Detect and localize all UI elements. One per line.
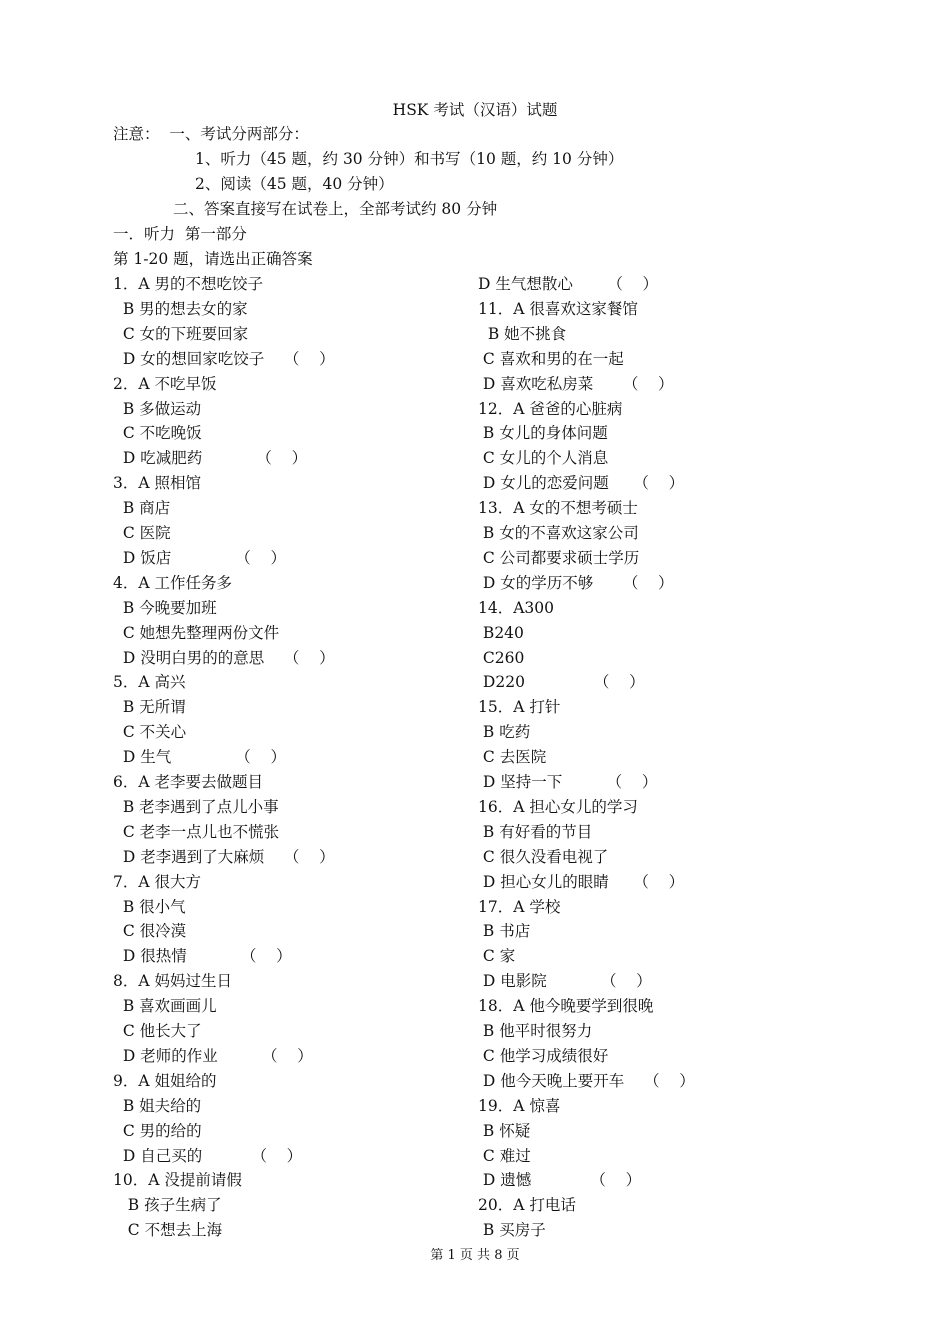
question-line: 3．A 照相馆 bbox=[113, 474, 201, 493]
question-line: 5．A 高兴 bbox=[113, 673, 186, 692]
question-line: 7．A 很大方 bbox=[113, 872, 201, 891]
question-line: C 老李一点儿也不慌张 bbox=[113, 822, 280, 841]
question-line: B 孩子生病了 bbox=[113, 1196, 222, 1215]
question-line: 20．A 打电话 bbox=[478, 1196, 576, 1215]
question-line: 9．A 姐姐给的 bbox=[113, 1071, 217, 1090]
question-line: D 女儿的恋爱问题 （ ） bbox=[478, 474, 685, 493]
instruction: 第 1-20 题，请选出正确答案 bbox=[113, 250, 313, 268]
question-line: D 很热情 （ ） bbox=[113, 947, 292, 966]
question-line: C 很久没看电视了 bbox=[478, 847, 609, 866]
question-line: B 姐夫给的 bbox=[113, 1096, 202, 1115]
question-line: 4．A 工作任务多 bbox=[113, 573, 232, 592]
question-line: C260 bbox=[478, 648, 525, 667]
question-line: C 女儿的个人消息 bbox=[478, 449, 609, 468]
question-line: 19．A 惊喜 bbox=[478, 1096, 561, 1115]
question-line: 11．A 很喜欢这家餐馆 bbox=[478, 299, 638, 318]
section-heading: 一．听力 第一部分 bbox=[113, 225, 247, 243]
question-line: B 女的不喜欢这家公司 bbox=[478, 524, 639, 542]
question-line: 8．A 妈妈过生日 bbox=[113, 972, 232, 991]
question-line: D 生气 （ ） bbox=[113, 748, 286, 767]
question-line: C 家 bbox=[478, 947, 516, 966]
note-answers: 二、答案直接写在试卷上，全部考试约 80 分钟 bbox=[173, 200, 498, 218]
question-line: C 他学习成绩很好 bbox=[478, 1046, 609, 1065]
question-line: 18．A 他今晚要学到很晚 bbox=[478, 997, 654, 1016]
question-line: B 她不挑食 bbox=[478, 324, 567, 343]
question-line: B 老李遇到了点儿小事 bbox=[113, 797, 279, 816]
question-line: C 不想去上海 bbox=[113, 1221, 223, 1240]
question-line: D220 （ ） bbox=[478, 673, 645, 692]
question-line: B 女儿的身体问题 bbox=[478, 424, 608, 443]
question-line: B240 bbox=[478, 623, 524, 642]
question-line: B 今晚要加班 bbox=[113, 598, 217, 617]
question-line: D 女的想回家吃饺子 （ ） bbox=[113, 349, 335, 368]
notes-heading: 注意： 一、考试分两部分： bbox=[113, 125, 309, 143]
question-line: C 不吃晚饭 bbox=[113, 424, 202, 443]
question-line: D 电影院 （ ） bbox=[478, 972, 652, 991]
question-line: 6．A 老李要去做题目 bbox=[113, 773, 263, 791]
question-line: 12．A 爸爸的心脏病 bbox=[478, 399, 623, 418]
page-footer: 第 1 页 共 8 页 bbox=[430, 1248, 520, 1263]
question-line: C 喜欢和男的在一起 bbox=[478, 349, 624, 368]
question-line: 15．A 打针 bbox=[478, 698, 561, 717]
question-line: D 喜欢吃私房菜 （ ） bbox=[478, 374, 674, 393]
question-line: D 担心女儿的眼睛 （ ） bbox=[478, 872, 685, 891]
question-line: D 没明白男的的意思 （ ） bbox=[113, 648, 335, 667]
question-line: C 难过 bbox=[478, 1146, 531, 1165]
question-line: C 男的给的 bbox=[113, 1121, 202, 1140]
question-line: B 多做运动 bbox=[113, 399, 202, 418]
question-line: 13．A 女的不想考硕士 bbox=[478, 499, 638, 518]
question-line: B 无所谓 bbox=[113, 698, 186, 717]
note-reading: 2、阅读（45 题，40 分钟） bbox=[195, 175, 394, 193]
question-line: 1．A 男的不想吃饺子 bbox=[113, 275, 263, 293]
question-line: D 生气想散心 （ ） bbox=[478, 275, 659, 293]
question-line: B 喜欢画画儿 bbox=[113, 997, 217, 1016]
question-line: C 公司都要求硕士学历 bbox=[478, 548, 640, 567]
question-line: D 他今天晚上要开车 （ ） bbox=[478, 1071, 695, 1090]
question-line: D 遗憾 （ ） bbox=[478, 1171, 642, 1190]
question-line: 17．A 学校 bbox=[478, 897, 561, 916]
question-line: B 买房子 bbox=[478, 1221, 546, 1240]
question-line: D 饭店 （ ） bbox=[113, 548, 286, 567]
question-line: 16．A 担心女儿的学习 bbox=[478, 797, 638, 816]
note-listening: 1、听力（45 题，约 30 分钟）和书写（10 题，约 10 分钟） bbox=[195, 150, 624, 168]
question-line: B 他平时很努力 bbox=[478, 1022, 593, 1040]
question-line: D 女的学历不够 （ ） bbox=[478, 573, 674, 592]
question-line: 2．A 不吃早饭 bbox=[113, 374, 217, 393]
question-line: C 很冷漠 bbox=[113, 922, 187, 941]
question-line: B 男的想去女的家 bbox=[113, 299, 248, 318]
question-line: D 自己买的 （ ） bbox=[113, 1146, 303, 1165]
question-line: C 女的下班要回家 bbox=[113, 324, 249, 343]
question-line: 10．A 没提前请假 bbox=[113, 1171, 242, 1190]
question-line: C 医院 bbox=[113, 524, 171, 542]
question-line: C 她想先整理两份文件 bbox=[113, 623, 280, 642]
question-line: B 怀疑 bbox=[478, 1121, 531, 1140]
question-line: B 商店 bbox=[113, 499, 171, 518]
question-line: C 他长大了 bbox=[113, 1022, 202, 1040]
question-line: D 老师的作业 （ ） bbox=[113, 1046, 313, 1065]
question-line: 14．A300 bbox=[478, 598, 555, 617]
question-line: D 老李遇到了大麻烦 （ ） bbox=[113, 847, 335, 866]
question-line: D 吃减肥药 （ ） bbox=[113, 449, 308, 468]
question-line: D 坚持一下 （ ） bbox=[478, 773, 658, 791]
page-title: HSK 考试（汉语）试题 bbox=[392, 101, 558, 119]
question-line: B 吃药 bbox=[478, 723, 531, 742]
question-line: C 去医院 bbox=[478, 748, 547, 767]
question-line: B 有好看的节目 bbox=[478, 822, 593, 841]
question-line: B 书店 bbox=[478, 922, 531, 941]
question-line: C 不关心 bbox=[113, 723, 187, 742]
question-line: B 很小气 bbox=[113, 897, 186, 916]
